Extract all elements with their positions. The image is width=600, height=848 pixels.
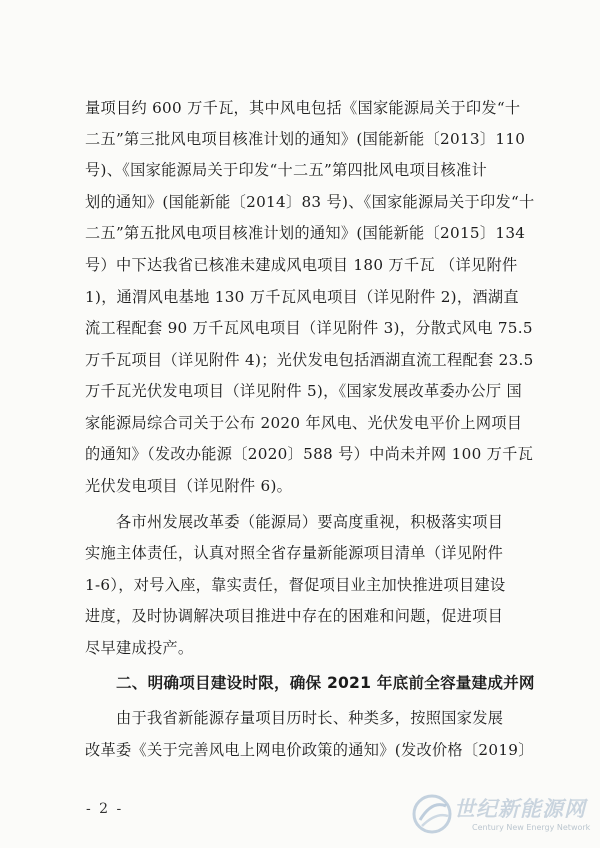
body-line-4: 划的通知》(国能新能〔2014〕83 号)、《国家能源局关于印发“十 <box>85 193 535 211</box>
body-line-16: 1-6），对号入座，靠实责任，督促项目业主加快推进项目建设 <box>85 576 506 594</box>
watermark <box>410 790 590 840</box>
body-line-12: 的通知》（发改办能源〔2020〕588 号）中尚未并网 100 万千瓦 <box>85 445 534 463</box>
body-line-1: 量项目约 600 万千瓦，其中风电包括《国家能源局关于印发“十 <box>85 99 521 117</box>
body-line-10: 万千瓦光伏发电项目（详见附件 5)，《国家发展改革委办公厅 国 <box>85 382 523 400</box>
body-line-14: 各市州发展改革委（能源局）要高度重视，积极落实项目 <box>116 513 504 531</box>
watermark-subtext: Century New Energy Network <box>472 823 591 832</box>
body-line-6: 号）中下达我省已核准未建成风电项目 180 万千瓦 （详见附件 <box>85 256 518 274</box>
body-line-11: 家能源局综合司关于公布 2020 年风电、光伏发电平价上网项目 <box>85 414 523 432</box>
body-line-5: 二五”第五批风电项目核准计划的通知》(国能新能〔2015〕134 <box>85 224 526 242</box>
body-line-19: 由于我省新能源存量项目历时长、种类多，按照国家发展 <box>116 709 504 727</box>
body-line-17: 进度，及时协调解决项目推进中存在的困难和问题，促进项目 <box>85 607 504 625</box>
body-line-7: 1)，通渭风电基地 130 万千瓦风电项目（详见附件 2)，酒湖直 <box>85 288 519 306</box>
watermark-text: 世纪新能源网 <box>454 797 586 821</box>
body-line-2: 二五”第三批风电项目核准计划的通知》(国能新能〔2013〕110 <box>85 130 526 148</box>
body-line-20: 改革委《关于完善风电上网电价政策的通知》(发改价格〔2019〕 <box>85 741 534 759</box>
body-line-9: 万千瓦项目（详见附件 4)；光伏发电包括酒湖直流工程配套 23.5 <box>85 351 534 369</box>
section-heading: 二、明确项目建设时限，确保 2021 年底前全容量建成并网 <box>116 674 535 692</box>
body-line-13: 光伏发电项目（详见附件 6)。 <box>85 477 293 495</box>
body-line-15: 实施主体责任，认真对照全省存量新能源项目清单（详见附件 <box>85 544 504 562</box>
page-number: - 2 - <box>86 801 124 817</box>
body-line-8: 流工程配套 90 万千瓦风电项目（详见附件 3)，分散式风电 75.5 <box>85 319 533 337</box>
body-line-3: 号)、《国家能源局关于印发“十二五”第四批风电项目核准计 <box>85 161 487 179</box>
body-line-18: 尽早建成投产。 <box>85 639 194 657</box>
watermark-logo-icon <box>410 790 456 836</box>
